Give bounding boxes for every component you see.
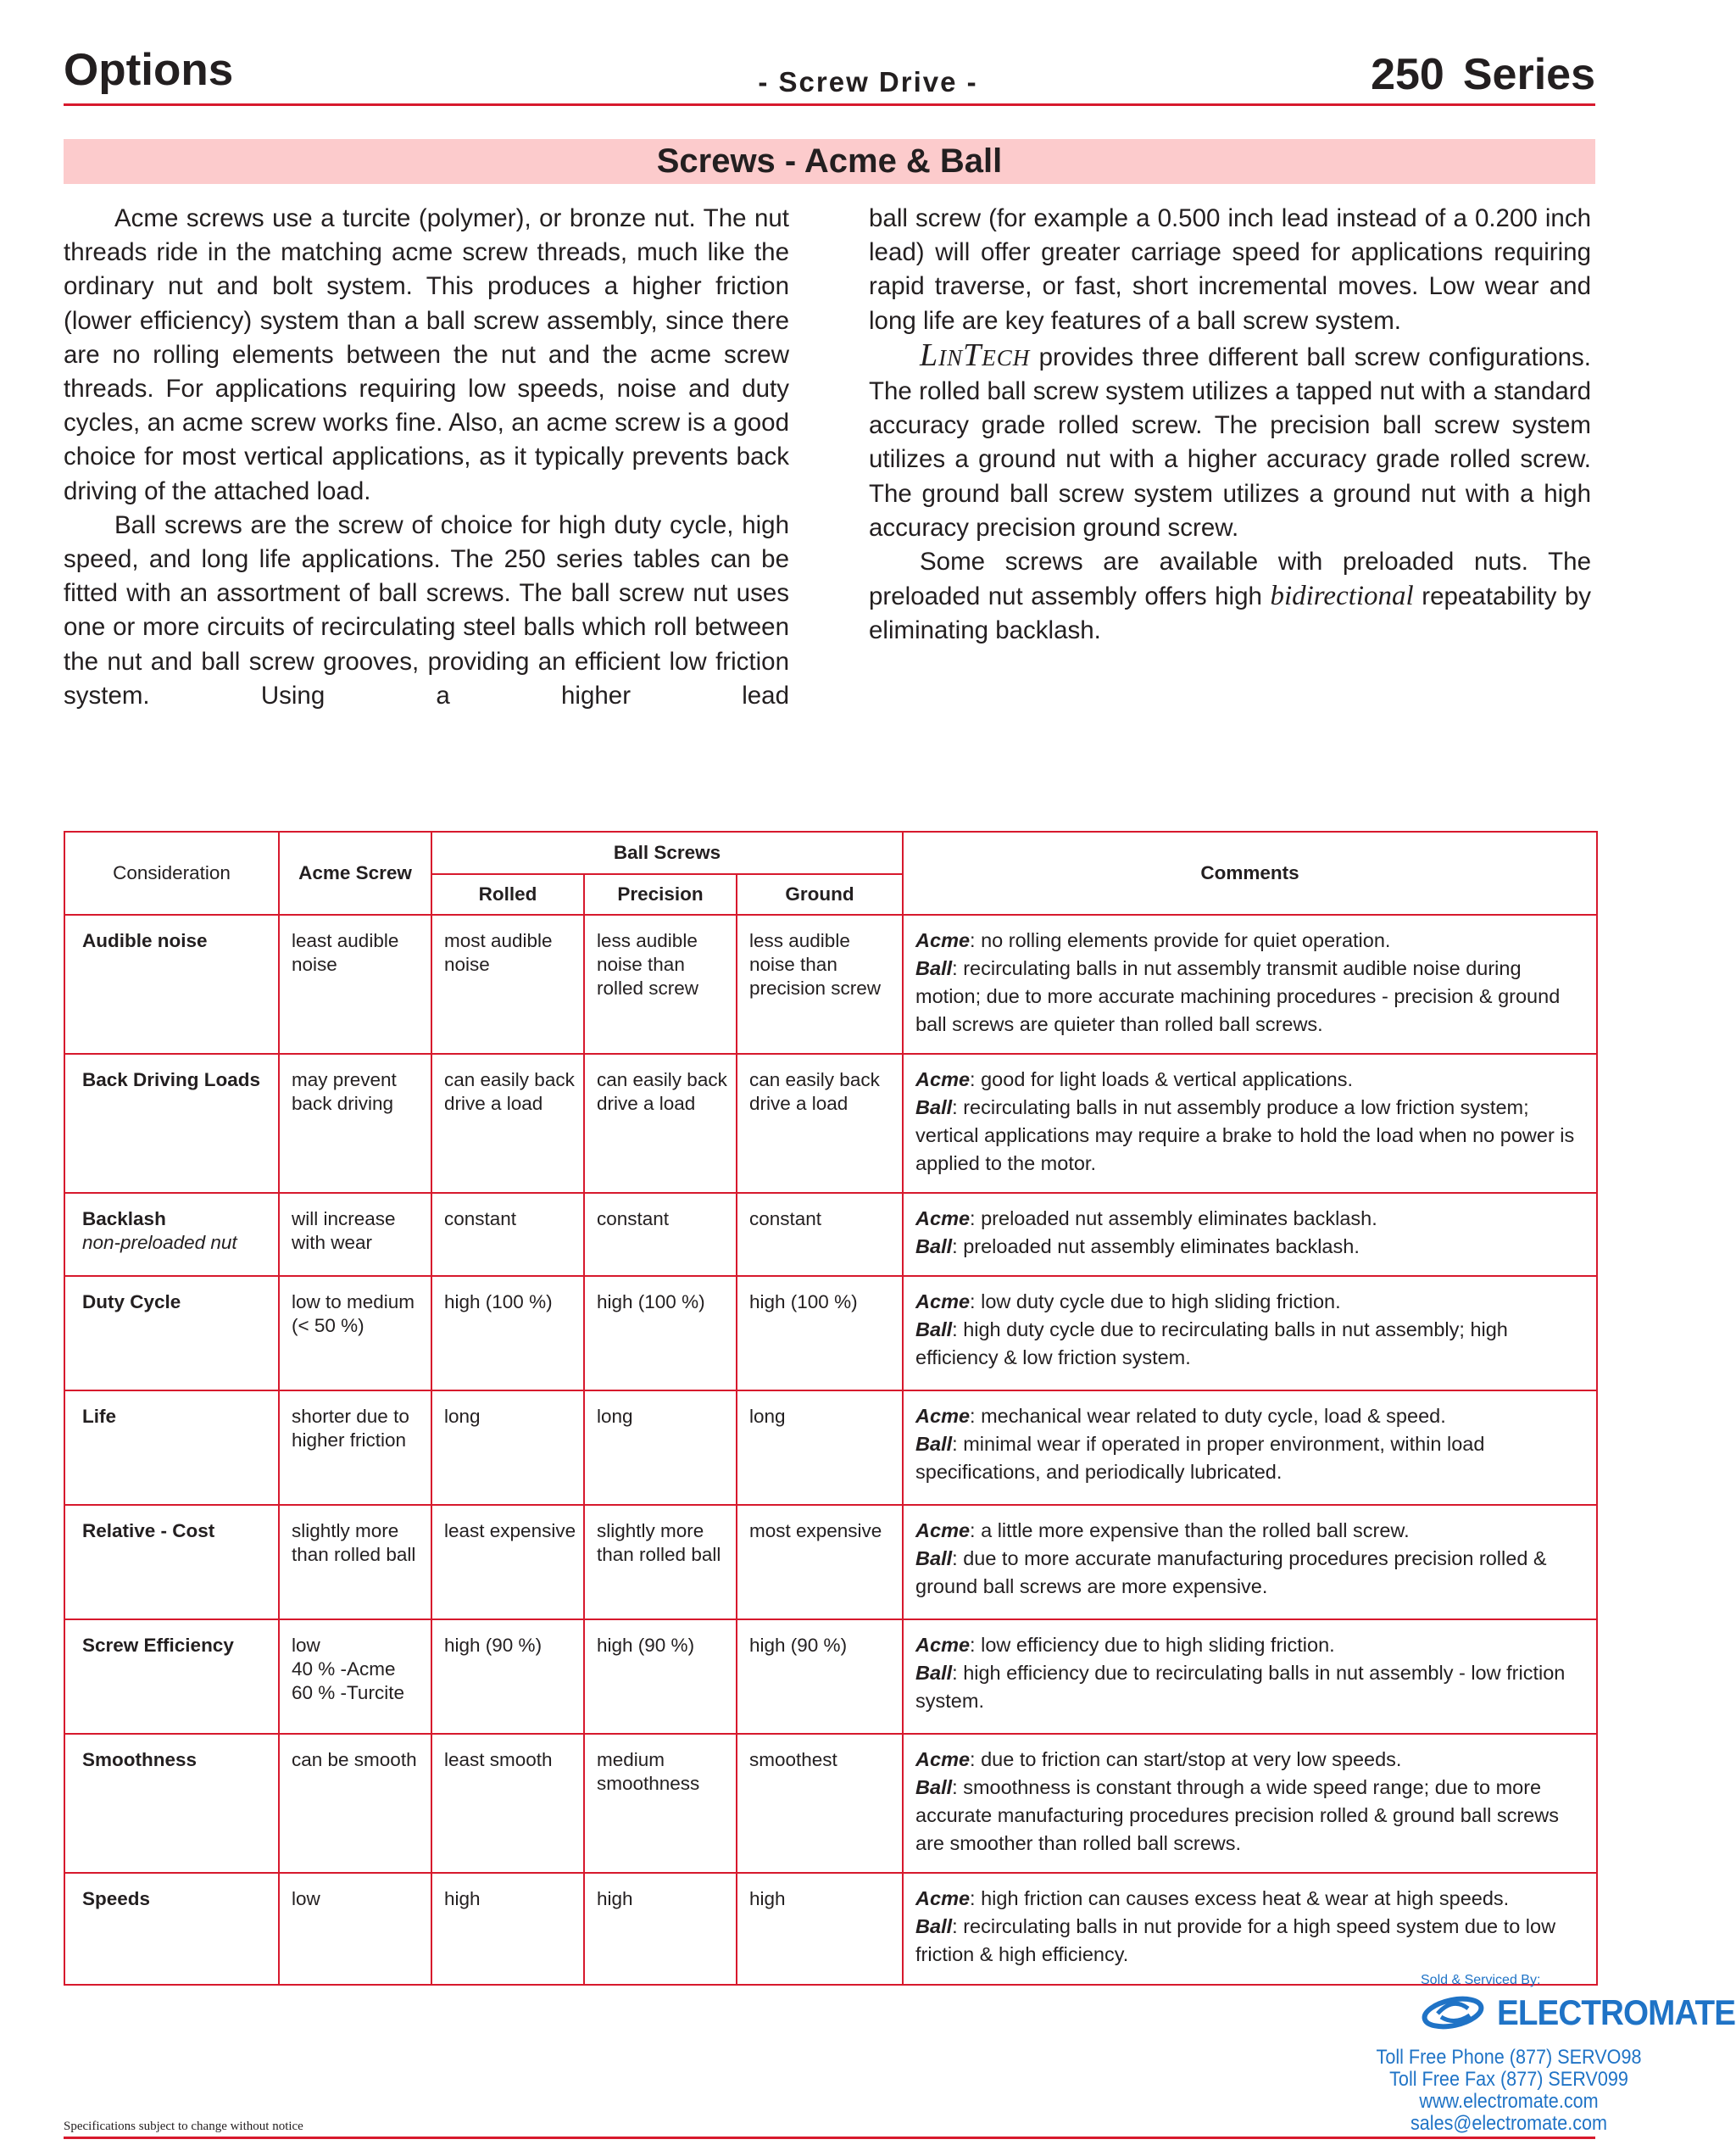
ball-comment-text: : recirculating balls in nut assembly transmit audible noise during motion; due to more accurate machining procedures - precision & ground ball screws are quieter than rolled ball screws. bbox=[915, 957, 1561, 1035]
cell-acme: may prevent back driving bbox=[279, 1054, 431, 1193]
consideration-name: Back Driving Loads bbox=[82, 1069, 261, 1090]
consideration-name: Smoothness bbox=[82, 1749, 198, 1770]
table-row bbox=[64, 1276, 1597, 1390]
acme-comment bbox=[915, 1066, 1588, 1094]
ball-label: Ball bbox=[915, 1662, 953, 1684]
table-row bbox=[64, 915, 1597, 1054]
cell-precision: can easily back drive a load bbox=[584, 1054, 737, 1193]
ball-comment bbox=[915, 1545, 1588, 1601]
ball-comment-text: : due to more accurate manufacturing procedures precision rolled & ground ball screws are more expensive. bbox=[915, 1547, 1547, 1597]
acme-label: Acme bbox=[915, 1405, 971, 1427]
intro-paragraph-ball-cont: ball screw (for example a 0.500 inch lead instead of a 0.200 inch lead) will offer greater carriage speed for applications requiring rapid traverse, or fast, short incremental moves. Low wear and long life are key features of a ball screw system. bbox=[869, 204, 1591, 335]
preload-text-start: Some screws are available with preloaded nuts. The preloaded nut assembly offers high bbox=[869, 548, 1591, 611]
acme-label: Acme bbox=[915, 1207, 971, 1229]
header-acme-screw: Acme Screw bbox=[279, 832, 431, 915]
ball-label: Ball bbox=[915, 1915, 953, 1937]
header-consideration: Consideration bbox=[64, 832, 279, 915]
acme-comment-text: : low duty cycle due to high sliding friction. bbox=[970, 1290, 1341, 1312]
ball-comment bbox=[915, 1659, 1588, 1715]
ball-label: Ball bbox=[915, 1433, 953, 1455]
ball-comment-text: : minimal wear if operated in proper environment, within load specifications, and periodically lubricated. bbox=[915, 1433, 1485, 1483]
table-row bbox=[64, 1054, 1597, 1193]
header-rolled: Rolled bbox=[431, 874, 584, 915]
cell-rolled: most audible noise bbox=[431, 915, 584, 1054]
ball-label: Ball bbox=[915, 1547, 953, 1569]
header-ground: Ground bbox=[737, 874, 903, 915]
cell-comments bbox=[903, 1054, 1597, 1193]
ball-comment bbox=[915, 1233, 1588, 1261]
intro-paragraph-preload bbox=[869, 545, 1591, 649]
table-row bbox=[64, 1619, 1597, 1734]
table-row bbox=[64, 1734, 1597, 1873]
table-row bbox=[64, 1390, 1597, 1505]
header-subtitle: - Screw Drive - bbox=[758, 66, 978, 98]
cell-acme: low to medium (< 50 %) bbox=[279, 1276, 431, 1390]
ball-label: Ball bbox=[915, 1776, 953, 1798]
cell-ground: less audible noise than precision screw bbox=[737, 915, 903, 1054]
cell-comments bbox=[903, 1873, 1597, 1985]
cell-rolled: least smooth bbox=[431, 1734, 584, 1873]
ball-label: Ball bbox=[915, 1235, 953, 1257]
vendor-website[interactable]: www.electromate.com bbox=[1419, 2090, 1599, 2113]
cell-acme: will increase with wear bbox=[279, 1193, 431, 1276]
acme-comment bbox=[915, 1288, 1588, 1316]
series-word: Series bbox=[1462, 50, 1595, 99]
acme-comment bbox=[915, 1631, 1588, 1659]
acme-label: Acme bbox=[915, 1519, 971, 1541]
cell-comments bbox=[903, 1734, 1597, 1873]
row-consideration bbox=[64, 1276, 279, 1390]
row-consideration bbox=[64, 1390, 279, 1505]
acme-label: Acme bbox=[915, 1887, 971, 1909]
consideration-name: Speeds bbox=[82, 1888, 151, 1909]
cell-acme: shorter due to higher friction bbox=[279, 1390, 431, 1505]
acme-comment bbox=[915, 1885, 1588, 1913]
table-row bbox=[64, 1873, 1597, 1985]
cell-acme: low bbox=[279, 1873, 431, 1985]
acme-comment-text: : a little more expensive than the rolled ball screw. bbox=[970, 1519, 1410, 1541]
cell-ground: smoothest bbox=[737, 1734, 903, 1873]
acme-comment-text: : no rolling elements provide for quiet operation. bbox=[970, 929, 1391, 951]
cell-rolled: can easily back drive a load bbox=[431, 1054, 584, 1193]
ball-comment-text: : recirculating balls in nut provide for a high speed system due to low friction & high efficiency. bbox=[915, 1915, 1556, 1965]
table-row bbox=[64, 1505, 1597, 1619]
ball-comment-text: : preloaded nut assembly eliminates backlash. bbox=[952, 1235, 1360, 1257]
header-comments: Comments bbox=[903, 832, 1597, 915]
electromate-logo-text: ELECTROMATE bbox=[1497, 1992, 1736, 2032]
consideration-name: Relative - Cost bbox=[82, 1520, 215, 1541]
ball-label: Ball bbox=[915, 957, 953, 979]
cell-rolled: high bbox=[431, 1873, 584, 1985]
cell-comments bbox=[903, 915, 1597, 1054]
cell-rolled: constant bbox=[431, 1193, 584, 1276]
cell-ground: high bbox=[737, 1873, 903, 1985]
consideration-name: Duty Cycle bbox=[82, 1291, 181, 1312]
configs-text: provides three different ball screw configurations. The rolled ball screw system utilizes a tapped nut with a standard accuracy grade rolled screw. The precision ball screw system utilizes a ground nut with a higher accuracy grade rolled screw. The ground ball screw system utilizes a ground nut with a high accuracy precision ground screw. bbox=[869, 343, 1591, 542]
cell-ground: constant bbox=[737, 1193, 903, 1276]
footer-rule bbox=[64, 2137, 1595, 2139]
intro-paragraph-ball: Ball screws are the screw of choice for high duty cycle, high speed, and long life applications. The 250 series tables can be fitted with an assortment of ball screws. The ball screw nut uses one or more circuits of recirculating steel balls which roll between the nut and ball screw grooves, providing an efficient low friction system. Using a higher lead bbox=[64, 510, 789, 710]
cell-rolled: high (90 %) bbox=[431, 1619, 584, 1734]
acme-comment bbox=[915, 1517, 1588, 1545]
acme-comment-text: : high friction can causes excess heat & wear at high speeds. bbox=[970, 1887, 1510, 1909]
ball-comment bbox=[915, 1316, 1588, 1372]
consideration-name: Backlash bbox=[82, 1208, 166, 1229]
cell-comments bbox=[903, 1276, 1597, 1390]
row-consideration bbox=[64, 1193, 279, 1276]
row-consideration bbox=[64, 1734, 279, 1873]
section-title: Screws - Acme & Ball bbox=[64, 139, 1595, 184]
lintech-brand: LinTech bbox=[920, 337, 1031, 373]
ball-comment bbox=[915, 1913, 1588, 1969]
vendor-phone: Toll Free Phone (877) SERVO98 bbox=[1376, 2046, 1642, 2069]
cell-acme: low 40 % -Acme 60 % -Turcite bbox=[279, 1619, 431, 1734]
intro-paragraph-configs bbox=[869, 338, 1591, 545]
acme-comment bbox=[915, 927, 1588, 955]
acme-comment-text: : low efficiency due to high sliding friction. bbox=[970, 1634, 1335, 1656]
intro-paragraph-acme: Acme screws use a turcite (polymer), or bronze nut. The nut threads ride in the matching acme screw threads, much like the ordinary nut and bolt system. This produces a higher friction (lower efficiency) system than a ball screw assembly, since there are no rolling elements between the nut and the acme screw threads. For applications requiring low speeds, noise and duty cycles, an acme screw works fine. Also, an acme screw is a good choice for most vertical applications, as it typically prevents back driving of the attached load. bbox=[64, 204, 789, 505]
row-consideration bbox=[64, 915, 279, 1054]
cell-precision: slightly more than rolled ball bbox=[584, 1505, 737, 1619]
ball-label: Ball bbox=[915, 1096, 953, 1118]
acme-label: Acme bbox=[915, 929, 971, 951]
row-consideration bbox=[64, 1873, 279, 1985]
acme-comment-text: : preloaded nut assembly eliminates backlash. bbox=[970, 1207, 1377, 1229]
acme-label: Acme bbox=[915, 1068, 971, 1090]
row-consideration bbox=[64, 1619, 279, 1734]
series-number: 250 bbox=[1371, 50, 1444, 99]
acme-comment-text: : due to friction can start/stop at very low speeds. bbox=[970, 1748, 1402, 1770]
acme-label: Acme bbox=[915, 1290, 971, 1312]
header-section-title: Options bbox=[64, 45, 234, 95]
cell-precision: long bbox=[584, 1390, 737, 1505]
consideration-name: Audible noise bbox=[82, 930, 208, 951]
table-body bbox=[64, 915, 1597, 1985]
cell-precision: high bbox=[584, 1873, 737, 1985]
cell-precision: medium smoothness bbox=[584, 1734, 737, 1873]
acme-label: Acme bbox=[915, 1634, 971, 1656]
cell-acme: can be smooth bbox=[279, 1734, 431, 1873]
cell-ground: most expensive bbox=[737, 1505, 903, 1619]
preload-emphasis: bidirectional bbox=[1270, 581, 1414, 612]
cell-comments bbox=[903, 1390, 1597, 1505]
cell-ground: high (90 %) bbox=[737, 1619, 903, 1734]
ball-comment bbox=[915, 1774, 1588, 1858]
ball-comment-text: : smoothness is constant through a wide speed range; due to more accurate manufacturing procedures precision rolled & ground ball screws are smoother than rolled ball screws. bbox=[915, 1776, 1559, 1854]
cell-precision: constant bbox=[584, 1193, 737, 1276]
ball-comment bbox=[915, 1094, 1588, 1178]
cell-precision: high (100 %) bbox=[584, 1276, 737, 1390]
intro-column-left bbox=[64, 202, 789, 713]
consideration-name: Life bbox=[82, 1406, 117, 1427]
cell-acme: slightly more than rolled ball bbox=[279, 1505, 431, 1619]
cell-rolled: high (100 %) bbox=[431, 1276, 584, 1390]
cell-precision: high (90 %) bbox=[584, 1619, 737, 1734]
cell-rolled: long bbox=[431, 1390, 584, 1505]
ball-comment-text: : high duty cycle due to recirculating balls in nut assembly; high efficiency & low friction system. bbox=[915, 1318, 1508, 1368]
ball-comment-text: : recirculating balls in nut assembly produce a low friction system; vertical applications may require a brake to hold the load when no power is applied to the motor. bbox=[915, 1096, 1575, 1174]
ball-label: Ball bbox=[915, 1318, 953, 1340]
sold-by-label: Sold & Serviced By: bbox=[1421, 1973, 1541, 1987]
cell-comments bbox=[903, 1619, 1597, 1734]
cell-ground: high (100 %) bbox=[737, 1276, 903, 1390]
intro-column-right bbox=[869, 202, 1591, 649]
consideration-subtitle: non-preloaded nut bbox=[82, 1232, 237, 1253]
cell-acme: least audible noise bbox=[279, 915, 431, 1054]
vendor-fax: Toll Free Fax (877) SERV099 bbox=[1389, 2068, 1628, 2091]
header-rule bbox=[64, 103, 1595, 106]
cell-precision: less audible noise than rolled screw bbox=[584, 915, 737, 1054]
header-precision: Precision bbox=[584, 874, 737, 915]
cell-rolled: least expensive bbox=[431, 1505, 584, 1619]
comparison-table bbox=[64, 831, 1598, 1986]
acme-comment bbox=[915, 1402, 1588, 1430]
acme-comment-text: : good for light loads & vertical applications. bbox=[970, 1068, 1354, 1090]
consideration-name: Screw Efficiency bbox=[82, 1635, 234, 1656]
row-consideration bbox=[64, 1505, 279, 1619]
acme-comment-text: : mechanical wear related to duty cycle, load & speed. bbox=[970, 1405, 1446, 1427]
row-consideration bbox=[64, 1054, 279, 1193]
footnote: Specifications subject to change without notice bbox=[64, 2120, 303, 2133]
table-row bbox=[64, 1193, 1597, 1276]
ball-comment-text: : high efficiency due to recirculating balls in nut assembly - low friction system. bbox=[915, 1662, 1566, 1712]
header-ball-screws: Ball Screws bbox=[431, 832, 903, 874]
cell-comments bbox=[903, 1193, 1597, 1276]
cell-ground: long bbox=[737, 1390, 903, 1505]
cell-comments bbox=[903, 1505, 1597, 1619]
acme-comment bbox=[915, 1746, 1588, 1774]
ball-comment bbox=[915, 1430, 1588, 1486]
cell-ground: can easily back drive a load bbox=[737, 1054, 903, 1193]
vendor-email[interactable]: sales@electromate.com bbox=[1410, 2112, 1608, 2135]
header-series bbox=[1371, 49, 1595, 100]
ball-comment bbox=[915, 955, 1588, 1039]
acme-label: Acme bbox=[915, 1748, 971, 1770]
acme-comment bbox=[915, 1205, 1588, 1233]
electromate-logo-icon bbox=[1421, 1992, 1488, 2032]
preload-text-end: repeatability by eliminating backlash. bbox=[869, 582, 1592, 645]
